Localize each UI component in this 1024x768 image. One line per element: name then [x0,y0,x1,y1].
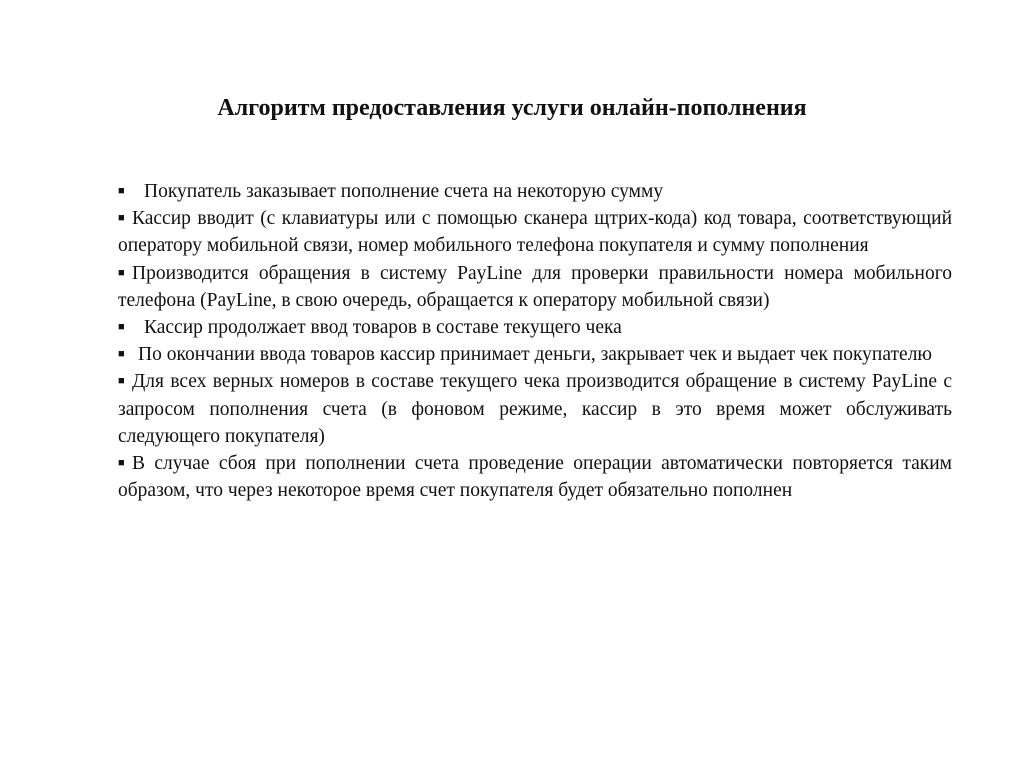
square-bullet-icon: ■ [118,321,125,334]
list-item-text: Покупатель заказывает пополнение счета на некоторую сумму [144,181,664,202]
list-item [118,178,952,205]
list-item-text: Кассир вводит (с клавиатуры или с помощью сканера щтрих-кода) код товара, соответствующий оператору мобильной связи, номер мобильного телефона покупателя и сумму пополнения [118,208,952,257]
bullet-list [118,178,952,504]
list-item [118,314,952,341]
square-bullet-icon: ■ [118,185,125,197]
list-item [118,205,952,259]
list-item [118,368,952,450]
list-item-text: Кассир продолжает ввод товаров в составе текущего чека [144,317,622,339]
list-item [118,450,952,504]
list-item-text: Производится обращения в систему PayLine для проверки правильности номера мобильного телефона (PayLine, в свою очередь, обращается к оператору мобильной связи) [118,262,952,311]
slide-title: Алгоритм предоставления услуги онлайн-пополнения [217,95,807,121]
list-item-text: В случае сбоя при пополнении счета проведение операции автоматически повторяется таким образом, что через некоторое время счет покупателя будет обязательно пополнен [118,453,952,502]
list-item [118,341,952,368]
square-bullet-icon: ■ [118,212,125,225]
list-item-text: По окончании ввода товаров кассир принимает деньги, закрывает чек и выдает чек покупателю [138,344,932,366]
square-bullet-icon: ■ [118,375,125,388]
square-bullet-icon: ■ [118,457,125,470]
list-item-text: Для всех верных номеров в составе текущего чека производится обращение в систему PayLine с запросом пополнения счета (в фоновом режиме, кассир в это время может обслуживать следующего покупателя) [118,371,952,447]
square-bullet-icon: ■ [118,266,125,279]
list-item [118,260,952,314]
square-bullet-icon: ■ [118,348,125,361]
